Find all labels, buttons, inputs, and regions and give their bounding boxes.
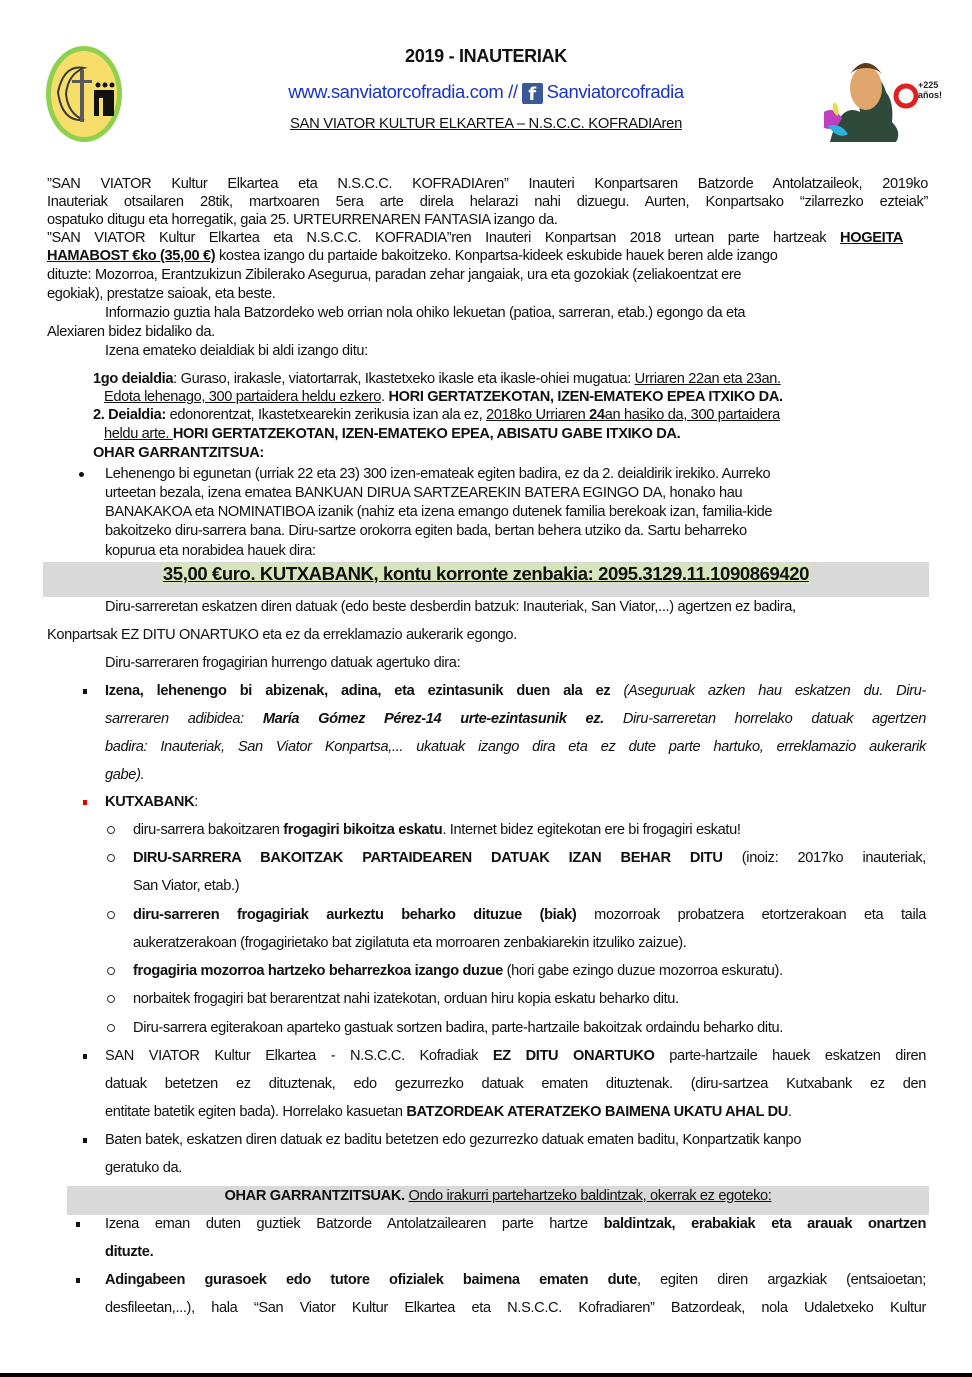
notice-line: bakoitzeko diru-sarrera bana. Diru-sartze orokorra egiten bada, bertan behera utziko da. Sartu beharreko	[105, 523, 747, 539]
data-note: Diru-sarreretan horrelako datuak agertzen	[603, 711, 926, 727]
item-text: . Internet bidez egitekotan ere bi frogagiri eskatu!	[442, 822, 741, 838]
call-warning: HORI GERTATZEKOTAN, IZEN-EMATEKO EPEA, ABISATU GABE ITXIKO DA.	[172, 426, 681, 442]
rule-bold: baldintzak, erabakiak eta arauak onartzen	[603, 1216, 927, 1232]
body-line: Diru-sarreraren frogagirian hurrengo datuak agertuko dira:	[105, 655, 461, 671]
bullet-icon	[79, 472, 84, 477]
exclusion-line-1: Baten batek, eskatzen diren datuak ez baditu betetzen edo gezurrezko datuak ematen baditu, Konpartzatik kanpo	[105, 1132, 802, 1148]
circle-bullet-icon	[107, 967, 115, 975]
body-line: Konpartsak EZ DITU ONARTUKO eta ez da erreklamazio aukerarik egongo.	[47, 627, 517, 643]
colon: :	[194, 794, 198, 810]
rejection-line-1	[105, 1047, 926, 1066]
intro-line-4	[47, 229, 903, 248]
call-second-line-2	[104, 425, 680, 444]
subtitle-text: SAN VIATOR KULTUR ELKARTEA – N.S.C.C. KOFRADIAren	[289, 116, 683, 132]
item-text: diru-sarrera bakoitzaren	[133, 822, 284, 838]
circle-bullet-icon	[107, 911, 115, 919]
intro-line-7: egokiak), prestatze saioak, eta beste.	[47, 286, 276, 302]
important-note-heading: OHAR GARRANTZITSUA:	[93, 445, 264, 461]
rule-line-3	[105, 1271, 926, 1290]
call-second-label: 2. Deialdia:	[93, 407, 166, 423]
item-bold: DIRU-SARRERA BAKOITZAK PARTAIDEAREN DATUAK IZAN BEHAR DITU	[133, 850, 723, 866]
circle-bullet-icon	[107, 854, 115, 862]
page-title: 2019 - INAUTERIAK	[405, 46, 567, 66]
item-bold: EZ DITU ONARTUKO	[492, 1048, 655, 1064]
kutxabank-heading	[105, 793, 198, 812]
call-date-day: 24	[589, 407, 605, 423]
anniversary-text: +225 años!	[918, 80, 943, 100]
bullet-icon	[83, 1054, 87, 1059]
call-limit: Edota lehenago, 300 partaidera heldu ezkero	[104, 389, 382, 405]
rule-text: , egiten diren argazkiak (entsaioetan;	[636, 1272, 926, 1288]
rule-text: Izena eman duten guztiek Batzorde Antolatzailearen parte hartze	[105, 1216, 604, 1232]
kutxabank-item: Diru-sarrera egiterakoan aparteko gastuak sortzen badira, parte-hartzaile bakoitzak ordaindu beharko ditu.	[133, 1020, 784, 1036]
kutxabank-item	[133, 849, 926, 868]
call-dates: Urriaren 22an eta 23an.	[634, 371, 781, 387]
call-second-line-1	[93, 406, 780, 425]
item-text: (inoiz: 2017ko inauteriak,	[722, 850, 926, 866]
item-bold: frogagiria mozorroa hartzeko beharrezkoa izango duzue	[133, 963, 503, 979]
bullet-icon	[76, 1222, 80, 1227]
bank-account-line	[0, 563, 972, 585]
data-example: María Gómez Pérez-14 urte-ezintasunik ez.	[262, 711, 604, 727]
item-text: SAN VIATOR Kultur Elkartea - N.S.C.C. Kofradiak	[105, 1048, 493, 1064]
kutxabank-label: KUTXABANK	[105, 794, 195, 810]
intro-line-10: Izena emateko deialdiak bi aldi izango ditu:	[105, 343, 368, 359]
circle-bullet-icon	[107, 1024, 115, 1032]
important-notes-label: OHAR GARRANTZITSUAK.	[224, 1188, 405, 1204]
intro-line-9: Alexiaren bidez bidaliko da.	[47, 324, 215, 340]
call-text: : Guraso, irakasle, viatortarrak, Ikastetxeko ikasle eta ikasle-ohiei mugatua:	[173, 371, 635, 387]
kutxabank-item: norbaitek frogagiri bat berarentzat nahi izatekotan, orduan hiru kopia eskatu beharko ditu.	[133, 991, 679, 1007]
item-bold: BATZORDEAK ATERATZEKO BAIMENA UKATU AHAL DU	[406, 1104, 788, 1120]
intro-line-5	[47, 247, 778, 266]
item-text: (hori gabe ezingo duzue mozorroa eskuratu).	[502, 963, 783, 979]
item-bold: diru-sarreren frogagiriak aurkeztu beharko dituzue (biak)	[133, 907, 577, 923]
notice-line: kopurua eta norabidea hauek dira:	[105, 543, 316, 559]
price-words: HOGEITA	[840, 230, 903, 246]
data-requirement-line-2	[105, 710, 926, 729]
data-requirement-line-1	[105, 682, 926, 701]
call-first-line-2	[104, 388, 783, 407]
rejection-line-2: datuak betetzen ez dituztenak, edo gezurrezko datuak ematen dituztenak. (diru-sartzea Kutxabank ez den	[105, 1076, 926, 1092]
bullet-icon	[76, 1278, 80, 1283]
call-first-line-1	[93, 370, 781, 389]
bank-account-text: 35,00 €uro. KUTXABANK, kontu korronte zenbakia: 2095.3129.11.1090869420	[162, 563, 810, 584]
bullet-icon	[83, 800, 87, 805]
body-line: Diru-sarreretan eskatzen diren datuak (edo beste desberdin batzuk: Inauteriak, San Viator,...) agertzen ez badira,	[105, 599, 796, 615]
call-first-label: 1go deialdia	[93, 371, 174, 387]
rule-line-2: dituzte.	[105, 1244, 154, 1260]
bullet-icon	[83, 1138, 87, 1143]
call-text: .	[381, 389, 389, 405]
important-notes-heading	[67, 1188, 929, 1204]
intro-line-3: ospatuko ditugu eta horregatik, gaia 25. URTEURRENAREN FANTASIA izango da.	[47, 212, 558, 228]
page-subtitle	[0, 116, 972, 132]
call-warning: HORI GERTATZEKOTAN, IZEN-EMATEKO EPEA ITXIKO DA.	[388, 389, 783, 405]
rejection-line-3	[105, 1103, 792, 1122]
important-notes-instruction: Ondo irakurri partehartzeko baldintzak, okerrak ez egoteko:	[408, 1188, 772, 1204]
notice-line: urteetan bezala, izena ematea BANKUAN DIRUA SARTZEAREKIN BATERA EGINGO DA, honako hau	[105, 485, 743, 501]
call-date: an hasiko da, 300 partaidera	[604, 407, 780, 423]
rule-line-4: desfileetan,...), hala “San Viator Kultur Elkartea eta N.S.C.C. Kofradiaren” Batzordeak, nola Udaletxeko Kultur	[105, 1300, 926, 1316]
data-requirement-line-4: gabe).	[105, 767, 145, 783]
bullet-icon	[83, 689, 87, 694]
intro-line-8: Informazio guztia hala Batzordeko web orrian nola ohiko lekuetan (patioa, sarreran, etab.) egongo da eta	[105, 305, 746, 321]
call-text: edonorentzat, Ikastetxearekin zerikusia izan ala ez,	[165, 407, 487, 423]
item-text: .	[788, 1104, 792, 1120]
rule-bold: Adingabeen gurasoek edo tutore ofizialek baimena ematen dute	[105, 1272, 637, 1288]
web-links	[0, 81, 972, 104]
item-text: parte-hartzaile hauek eskatzen diren	[654, 1048, 926, 1064]
data-requirement-line-3: badira: Inauteriak, San Viator Konpartsa,... ukatuak izango dira eta ez dute parte hartuko, erreklamazio aukerarik	[105, 739, 926, 755]
call-limit: heldu arte.	[104, 426, 173, 442]
page-bottom-border	[0, 1373, 972, 1377]
website-link[interactable]: www.sanviatorcofradia.com //	[288, 81, 518, 102]
intro-line-2: Inauteriak otsailaren 28tik, martxoaren 5era arte direla helarazi nahi dizuegu. Aurten, Konpartsako “zilarrezko ezteiak”	[47, 194, 928, 210]
kutxabank-item-cont: aukeratzerakoan (frogagirietako bat zigilatuta eta morroaren zenbakiarekin itzuliko zaizue).	[133, 935, 687, 951]
kutxabank-item	[133, 821, 741, 840]
call-date: 2018ko Urriaren	[486, 407, 590, 423]
data-note: (Aseguruak azken hau eskatzen du. Diru-	[610, 683, 926, 699]
facebook-link[interactable]: Sanviatorcofradia	[546, 81, 684, 102]
kutxabank-item-cont: San Viator, etab.)	[133, 878, 240, 894]
item-text: entitate batetik egiten bada). Horrelako kasuetan	[105, 1104, 407, 1120]
kutxabank-item	[133, 962, 783, 981]
item-bold: frogagiri bikoitza eskatu	[283, 822, 443, 838]
rule-line-1	[105, 1215, 926, 1234]
exclusion-line-2: geratuko da.	[105, 1160, 182, 1176]
kutxabank-item	[133, 906, 926, 925]
intro-line-6: dituzte: Mozorroa, Erantzukizun Zibilerako Asegurua, paradan zehar jangaiak, ura eta gozokiak (zeliakoentzat ere	[47, 267, 742, 283]
circle-bullet-icon	[107, 826, 115, 834]
notice-line: Lehenengo bi egunetan (urriak 22 eta 23) 300 izen-emateak egiten badira, ez da 2. deialdirik irekiko. Aurreko	[105, 466, 771, 482]
notice-line: BANAKAKOA eta NOMINATIBOA izanik (nahiz eta izena emango dutenek familia berekoak izan, familia-kide	[105, 504, 773, 520]
item-text: mozorroak probatzera etortzerakoan eta taila	[576, 907, 926, 923]
circle-bullet-icon	[107, 995, 115, 1003]
intro-text: ”SAN VIATOR Kultur Elkartea eta N.S.C.C. KOFRADIA”ren Inauteri Konpartsan 2018 urtean parte hartzeak	[47, 230, 841, 246]
facebook-icon: f	[522, 83, 543, 104]
data-note: sarreraren adibidea:	[105, 711, 263, 727]
data-requirement: Izena, lehenengo bi abizenak, adina, eta ezintasunik duen ala ez	[105, 683, 611, 699]
intro-text: kostea izango du partaide bakoitzeko. Konpartsa-kideek eskubide hauek beren alde izango	[215, 248, 778, 264]
price-amount: HAMABOST €ko (35,00 €)	[47, 248, 216, 264]
intro-line-1: ”SAN VIATOR Kultur Elkartea eta N.S.C.C. KOFRADIAren” Inauteri Konpartsaren Batzorde Antolatzaileok, 2019ko	[47, 176, 928, 192]
